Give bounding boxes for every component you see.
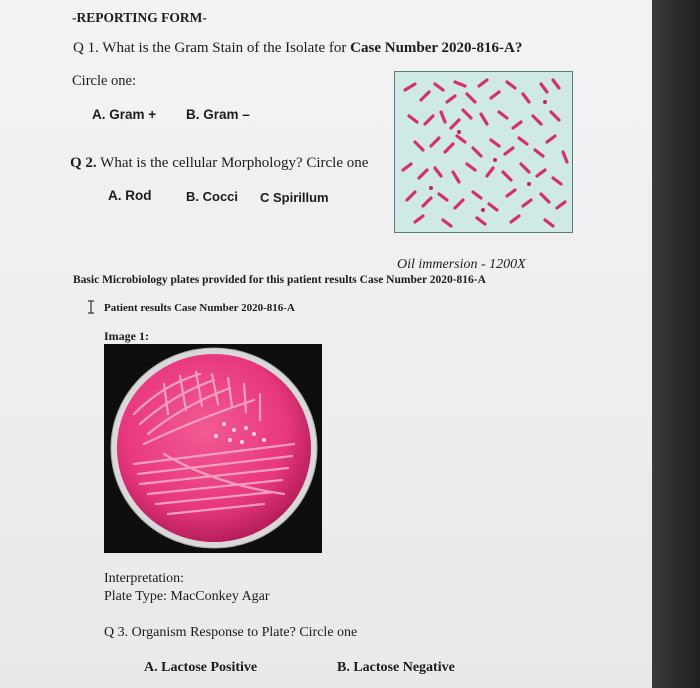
photo-background-edge xyxy=(652,0,700,688)
option-gram-negative[interactable]: B. Gram – xyxy=(186,107,250,122)
macconkey-plate-photo xyxy=(104,344,322,553)
gram-stain-micrograph xyxy=(394,71,573,233)
option-rod[interactable]: A. Rod xyxy=(108,188,152,203)
option-lactose-negative[interactable]: B. Lactose Negative xyxy=(337,660,455,675)
option-lactose-positive[interactable]: A. Lactose Positive xyxy=(144,660,258,675)
circle-one-label: Circle one: xyxy=(72,73,137,89)
form-title: -REPORTING FORM- xyxy=(72,10,207,25)
patient-results-label: Patient results Case Number 2020-816-A xyxy=(104,302,295,314)
question-2-number: Q 2. xyxy=(70,155,97,171)
plate-type: Plate Type: MacConkey Agar xyxy=(104,589,270,604)
image-1-label: Image 1: xyxy=(104,329,149,343)
micrograph-caption: Oil immersion - 1200X xyxy=(397,257,526,272)
option-cocci[interactable]: B. Cocci xyxy=(186,189,239,204)
question-1 xyxy=(73,40,522,57)
section-heading: Basic Microbiology plates provided for this patient results Case Number 2020-816-A xyxy=(73,274,486,286)
option-spirillum[interactable]: C Spirillum xyxy=(260,190,329,205)
agar-plate-image xyxy=(104,344,322,553)
interpretation-label: Interpretation: xyxy=(104,571,185,586)
text-cursor-icon xyxy=(86,300,96,314)
question-2 xyxy=(70,155,368,172)
question-2-text: What is the cellular Morphology? Circle one xyxy=(100,155,369,171)
question-1-text: Q 1. What is the Gram Stain of the Isolate for xyxy=(73,40,351,56)
gram-negative-rods-image xyxy=(395,72,572,232)
question-3: Q 3. Organism Response to Plate? Circle one xyxy=(104,625,358,640)
option-gram-positive[interactable]: A. Gram + xyxy=(92,107,157,122)
question-1-case-number: Case Number 2020-816-A? xyxy=(350,40,523,56)
